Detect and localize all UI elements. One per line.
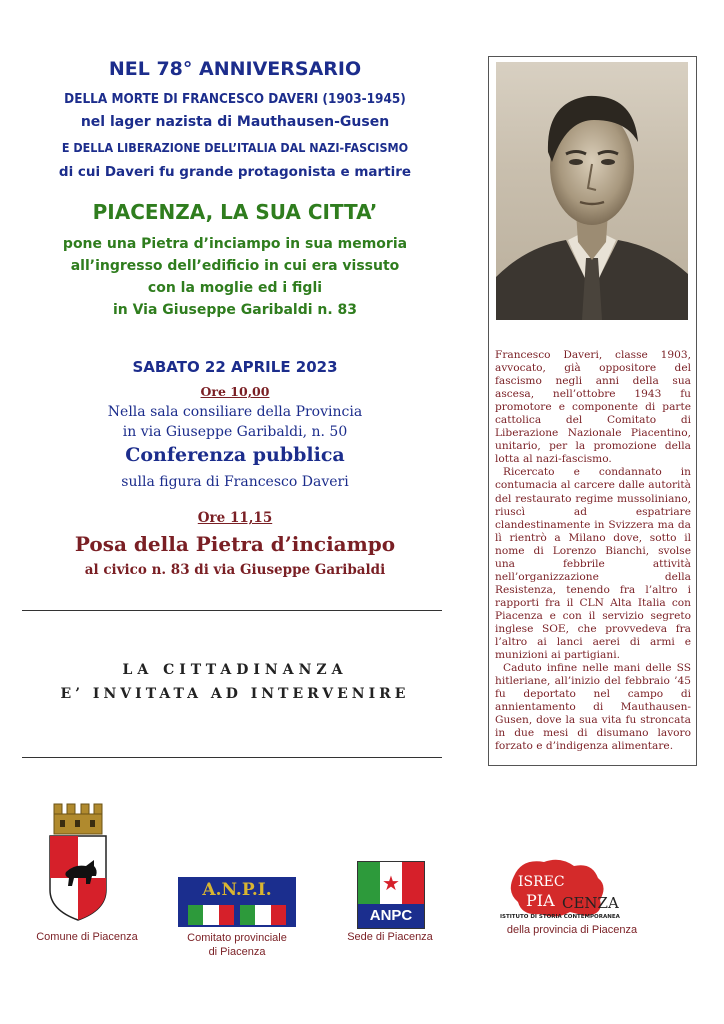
header-line-2: DELLA MORTE DI FRANCESCO DAVERI (1903-1945) <box>64 92 406 107</box>
conference-subtitle: sulla figura di Francesco Daveri <box>121 474 349 490</box>
bio-box <box>488 56 697 766</box>
portrait-photo <box>496 62 688 320</box>
posa-subtitle: al civico n. 83 di via Giuseppe Garibaldi <box>84 562 386 578</box>
bio-paragraph-2: Ricercato e condannato in contumacia al carcere dalle autorità del restaurato regime mussoliniano, riuscì ad espatriare clandestinamente in Svizzera ma da lì rientrò a Milano dove, sotto il nome di Lorenzo Bianchi, svolse una febbrile attività nell’organizzazione della Resistenza, tenendo fra l’altro i rapporti fra il CLN Alta Italia con Piacenza e con il servizio segreto inglese SOE, che provvedeva fra l’altro ai lanci aerei di armi e munizioni ai partigiani. <box>495 466 691 662</box>
event-place-2: in via Giuseppe Garibaldi, n. 50 <box>122 424 348 440</box>
comune-caption: Comune di Piacenza <box>36 931 138 943</box>
isrec-caption: della provincia di Piacenza <box>506 924 638 936</box>
header-line-4: E DELLA LIBERAZIONE DELL’ITALIA DAL NAZI-FASCISMO <box>61 141 409 155</box>
anpc-logo <box>357 861 425 929</box>
city-title: PIACENZA, LA SUA CITTA’ <box>92 200 378 224</box>
invite-line-2: E’ INVITATA AD INTERVENIRE <box>60 686 410 702</box>
isrec-small-text: ISTITUTO DI STORIA CONTEMPORANEA <box>500 914 620 920</box>
conference-title: Conferenza pubblica <box>125 444 345 466</box>
anpi-caption <box>168 931 306 959</box>
event-time-1: Ore 10,00 <box>200 384 270 399</box>
anniversary-title: NEL 78° ANNIVERSARIO <box>108 58 362 80</box>
event-date: SABATO 22 APRILE 2023 <box>132 358 338 376</box>
svg-text:ISREC: ISREC <box>518 874 565 890</box>
anpc-logo-text: ANPC <box>358 904 424 928</box>
header-line-5: di cui Daveri fu grande protagonista e martire <box>58 164 412 180</box>
divider-top <box>22 610 442 611</box>
city-line-1: pone una Pietra d’inciampo in sua memoria <box>62 236 408 252</box>
anpc-caption: Sede di Piacenza <box>347 931 433 943</box>
city-line-3: con la moglie ed i figli <box>147 280 323 296</box>
bio-paragraph-3: Caduto infine nelle mani delle SS hitleriane, all’inizio del febbraio ’45 fu deportato nel campo di annientamento di Mauthausen-Gusen, dove la sua vita fu stroncata in due mesi di disumano lavoro forzato e d’indigenza alimentare. <box>495 662 691 753</box>
bio-paragraph-1: Francesco Daveri, classe 1903, avvocato, già oppositore del fascismo negli anni della sua ascesa, nell’ottobre 1943 fu promotore e componente di parte cattolica del Comitato di Liberazione Nazionale Piacentino, unitario, per la promozione della lotta al nazi-fascismo. <box>495 349 691 466</box>
city-line-4: in Via Giuseppe Garibaldi n. 83 <box>112 302 358 318</box>
event-place-1: Nella sala consiliare della Provincia <box>107 404 363 420</box>
anpi-logo <box>178 877 296 927</box>
bio-text <box>495 349 691 753</box>
divider-bottom <box>22 757 442 758</box>
svg-text:PIA: PIA <box>526 891 555 910</box>
isrec-map-icon <box>500 856 650 922</box>
anpi-flag-stripes <box>188 905 286 925</box>
anpi-logo-text: A.N.P.I. <box>202 880 272 900</box>
crest-shield-icon <box>48 800 108 922</box>
star-icon: ★ <box>382 871 400 895</box>
city-line-2: all’ingresso dell’edificio in cui era vissuto <box>70 258 400 274</box>
header-line-3: nel lager nazista di Mauthausen-Gusen <box>80 114 390 130</box>
anpi-caption-line-1: Comitato provinciale <box>187 932 287 944</box>
anpi-caption-line-2: di Piacenza <box>208 946 266 958</box>
portrait-figure <box>496 62 688 320</box>
isrec-logo <box>500 856 650 922</box>
comune-crest-logo <box>48 800 108 922</box>
invite-line-1: LA CITTADINANZA <box>122 662 348 678</box>
event-time-2: Ore 11,15 <box>197 510 273 526</box>
posa-title: Posa della Pietra d’inciampo <box>74 532 396 556</box>
svg-text:CENZA: CENZA <box>562 894 619 912</box>
